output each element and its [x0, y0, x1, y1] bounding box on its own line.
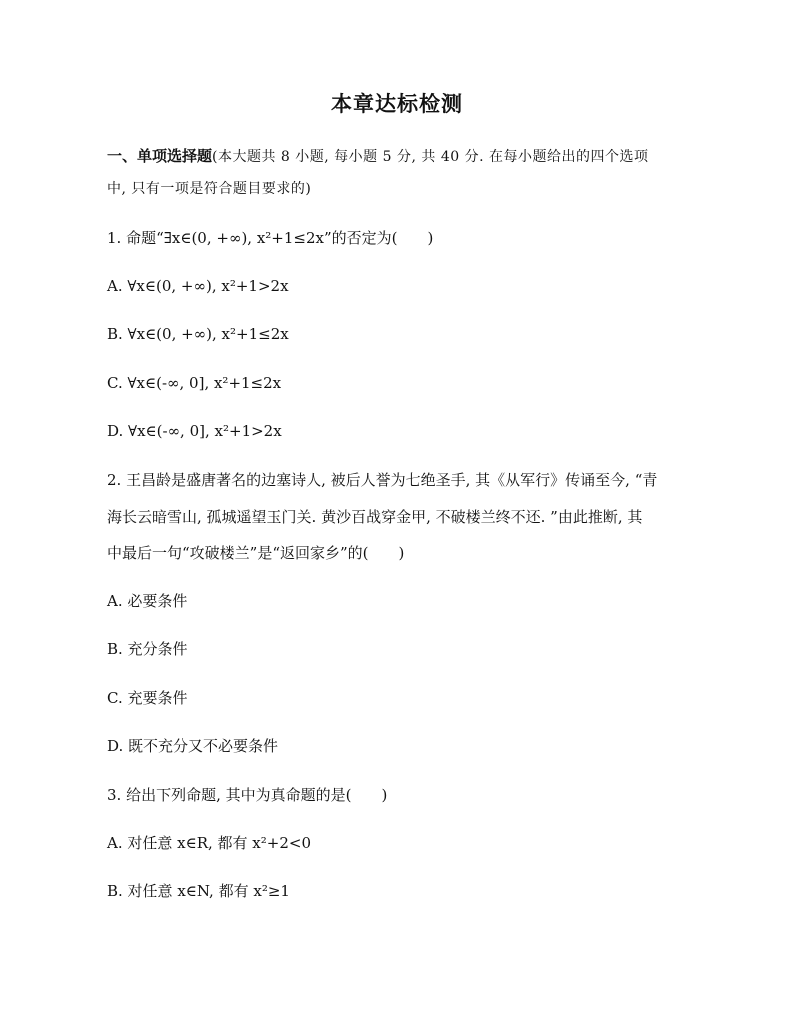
question-2-option-b: B. 充分条件	[107, 640, 188, 658]
question-2-stem-line-3: 中最后一句“攻破楼兰”是“返回家乡”的( )	[107, 544, 405, 562]
section-heading: 一、单项选择题	[107, 147, 213, 165]
question-2-option-d: D. 既不充分又不必要条件	[107, 737, 279, 755]
question-3-stem: 3. 给出下列命题, 其中为真命题的是( )	[107, 786, 388, 804]
question-3-option-b: B. 对任意 x∈N, 都有 x²≥1	[107, 882, 290, 900]
section-header	[107, 146, 707, 167]
question-2-option-c: C. 充要条件	[107, 689, 188, 707]
question-3-option-a: A. 对任意 x∈R, 都有 x²+2<0	[107, 834, 311, 852]
section-description: (本大题共 8 小题, 每小题 5 分, 共 40 分. 在每小题给出的四个选项	[212, 149, 649, 165]
question-1-option-b: B. ∀x∈(0, +∞), x²+1≤2x	[107, 325, 289, 343]
question-2-stem-line-1: 2. 王昌龄是盛唐著名的边塞诗人, 被后人誉为七绝圣手, 其《从军行》传诵至今, “青	[107, 471, 658, 489]
question-1-option-d: D. ∀x∈(-∞, 0], x²+1>2x	[107, 422, 282, 440]
page-title: 本章达标检测	[331, 92, 463, 116]
question-2-option-a: A. 必要条件	[107, 592, 188, 610]
question-1-option-c: C. ∀x∈(-∞, 0], x²+1≤2x	[107, 374, 282, 392]
question-1-stem: 1. 命题“∃x∈(0, +∞), x²+1≤2x”的否定为( )	[107, 229, 434, 247]
question-1-option-a: A. ∀x∈(0, +∞), x²+1>2x	[107, 277, 289, 295]
question-2-stem-line-2: 海长云暗雪山, 孤城遥望玉门关. 黄沙百战穿金甲, 不破楼兰终不还. ”由此推断, 其	[107, 508, 643, 526]
section-description-continued: 中, 只有一项是符合题目要求的)	[107, 181, 312, 197]
